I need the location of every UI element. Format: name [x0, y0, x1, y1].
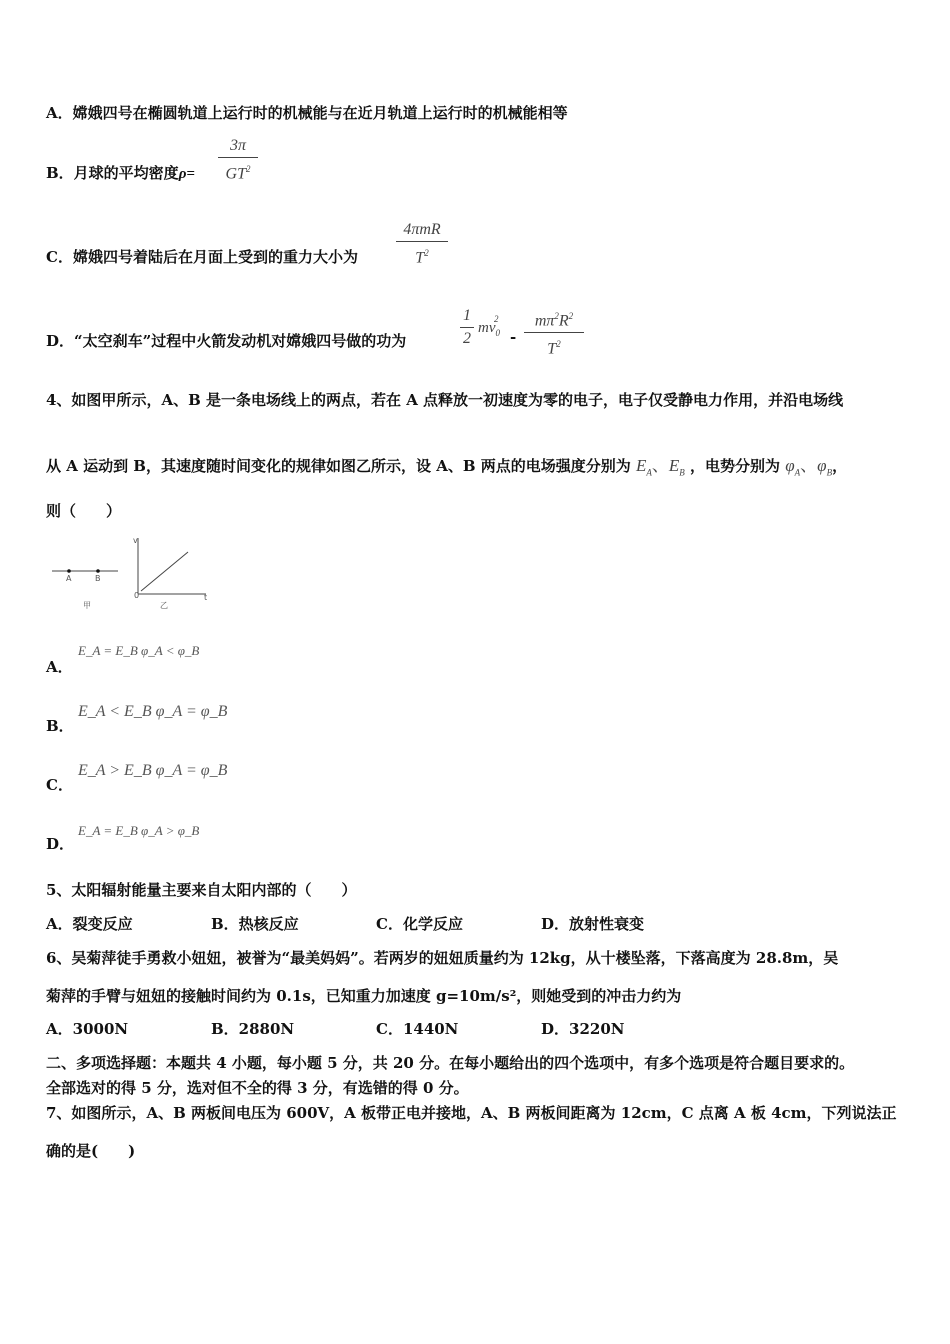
figure-label-jia: 甲	[83, 601, 91, 610]
q5-option-a: A．裂变反应	[46, 915, 133, 933]
q3-option-a: A．嫦娥四号在椭圆轨道上运行时的机械能与在近月轨道上运行时的机械能相等	[46, 104, 568, 122]
q5-option-c: C．化学反应	[376, 915, 463, 933]
fraction-numerator: 1	[463, 307, 471, 324]
fraction-denominator: $T^2$	[547, 339, 561, 358]
point-a	[67, 569, 71, 573]
q6-stem-line2: 菊萍的手臂与妞妞的接触时间约为 0.1s，已知重力加速度 g=10m/s²，则她受到的冲击力约为	[46, 987, 682, 1005]
figure-label-yi: 乙	[160, 601, 168, 610]
q4-option-b-label: B．	[46, 717, 74, 735]
figure-axis-t: t	[204, 593, 208, 602]
q5-option-d: D．放射性衰变	[541, 915, 645, 933]
q3-option-c: C．嫦娥四号着陆后在月面上受到的重力大小为	[46, 248, 358, 266]
figure-origin: 0	[134, 591, 140, 600]
q3-b-fraction	[218, 136, 258, 184]
fraction-denominator: 2	[463, 330, 471, 347]
q7-stem-line2: 确的是( )	[46, 1142, 136, 1160]
q3-c-fraction	[396, 220, 448, 268]
q5-stem: 5、太阳辐射能量主要来自太阳内部的（ ）	[46, 881, 357, 899]
fraction-numerator: 4πmR	[403, 221, 441, 238]
point-b	[96, 569, 100, 573]
figure-label-a: A	[66, 574, 72, 583]
q4-figure	[48, 534, 218, 614]
q6-option-a: A．3000N	[46, 1020, 129, 1038]
q6-option-b: B．2880N	[211, 1020, 295, 1038]
q4-option-b-formula: E_A < E_B φ_A = φ_B	[78, 703, 228, 720]
figure-label-b: B	[95, 574, 101, 583]
q4-option-a-label: A．	[46, 658, 73, 676]
q6-option-c: C．1440N	[376, 1020, 459, 1038]
q3-option-d: D．“太空刹车”过程中火箭发动机对嫦娥四号做的功为	[46, 332, 407, 350]
fraction-denominator: $GT^2$	[225, 164, 251, 183]
q4-stem-line1: 4、如图甲所示，A、B 是一条电场线上的两点，若在 A 点释放一初速度为零的电子，电子仅受静电力作用，并沿电场线	[46, 391, 844, 409]
q7-stem-line1: 7、如图所示，A、B 两板间电压为 600V，A 板带正电并接地，A、B 两板间距离为 12cm，C 点离 A 板 4cm，下列说法正	[46, 1104, 897, 1122]
rho-symbol: ρ=	[178, 166, 195, 182]
q4-option-c-label: C．	[46, 776, 73, 794]
q4-stem-line2: 从 A 运动到 B，其速度随时间变化的规律如图乙所示，设 A、B 两点的电场强度分别为 $E_A$、$E_B$ ，电势分别为 $\varphi_A$、$\varphi_B$，	[46, 456, 848, 478]
field-strength-symbols: $E_A$、$E_B$	[635, 456, 685, 478]
q6-stem-line1: 6、吴菊萍徒手勇救小妞妞，被誉为“最美妈妈”。若两岁的妞妞质量约为 12kg，从十楼坠落，下落高度为 28.8m，吴	[46, 949, 839, 967]
section2-heading-line1: 二、多项选择题：本题共 4 小题，每小题 5 分，共 20 分。在每小题给出的四个选项中，有多个选项是符合题目要求的。	[46, 1054, 855, 1072]
q3-d-minus: -	[510, 328, 517, 346]
q5-option-b: B．热核反应	[211, 915, 299, 933]
q6-option-d: D．3220N	[541, 1020, 625, 1038]
q4-option-d-label: D．	[46, 835, 75, 853]
figure-axis-v: v	[133, 536, 138, 545]
q3-d-fraction-energy	[524, 306, 584, 360]
fraction-numerator: $m\pi^2R^2$	[534, 311, 574, 330]
section2-heading-line2: 全部选对的得 5 分，选对但不全的得 3 分，有选错的得 0 分。	[46, 1079, 469, 1097]
fraction-numerator: 3π	[229, 137, 246, 154]
q4-stem-line3: 则（ ）	[46, 502, 122, 520]
q4-option-a-formula: E_A = E_B φ_A < φ_B	[78, 643, 200, 658]
q4-option-d-formula: E_A = E_B φ_A > φ_B	[78, 823, 200, 838]
velocity-line	[141, 552, 188, 591]
q3-option-b	[46, 162, 195, 183]
potential-symbols: $\varphi_A$、$\varphi_B$	[785, 456, 833, 478]
q4-option-c-formula: E_A > E_B φ_A = φ_B	[78, 762, 228, 779]
q3-option-b-text: B．月球的平均密度	[46, 164, 179, 182]
q3-d-fraction-half	[460, 306, 474, 349]
q3-d-mv: $mv_0^2$	[478, 314, 500, 338]
fraction-denominator: $T^2$	[415, 248, 429, 267]
